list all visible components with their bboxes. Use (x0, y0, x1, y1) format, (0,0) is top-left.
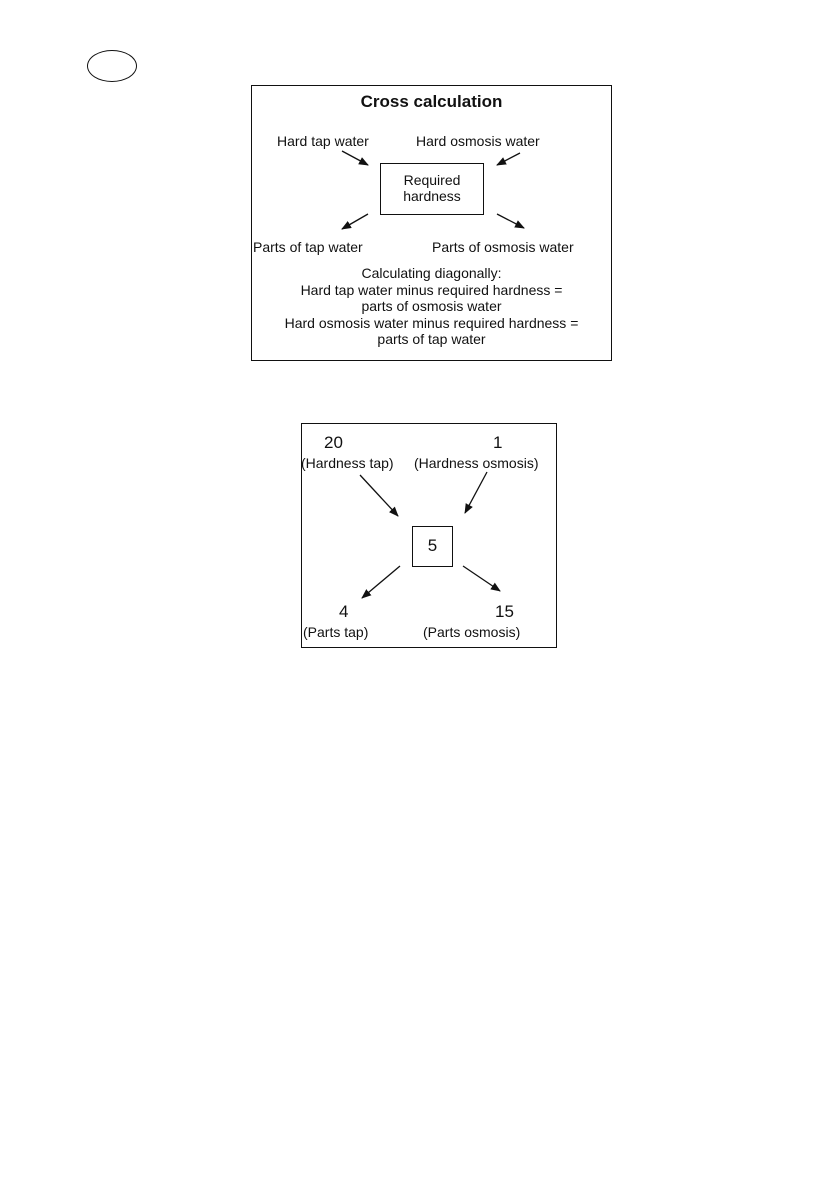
explanation-line-3: parts of osmosis water (361, 298, 502, 314)
explanation-line-4: Hard osmosis water minus required hardness = (284, 315, 579, 331)
parts-osmosis-label: (Parts osmosis) (423, 624, 521, 640)
required-hardness-box (380, 163, 484, 215)
label-parts-of-osmosis-water: Parts of osmosis water (432, 239, 574, 255)
label-hard-tap-water: Hard tap water (277, 133, 369, 149)
parts-tap-label: (Parts tap) (303, 624, 369, 640)
explanation-line-2: Hard tap water minus required hardness = (300, 282, 563, 298)
required-label: Required (403, 172, 461, 188)
panel-title: Cross calculation (360, 92, 503, 111)
hardness-tap-label: (Hardness tap) (301, 455, 394, 471)
page-marker-oval (87, 50, 137, 82)
hardness-osmosis-value: 1 (493, 433, 503, 452)
result-value: 5 (427, 536, 438, 555)
explanation-line-5: parts of tap water (377, 331, 486, 347)
parts-tap-value: 4 (339, 602, 349, 621)
explanation-line-1: Calculating diagonally: (361, 265, 502, 281)
label-parts-of-tap-water: Parts of tap water (253, 239, 363, 255)
hardness-osmosis-label: (Hardness osmosis) (414, 455, 539, 471)
hardness-label: hardness (403, 188, 461, 204)
parts-osmosis-value: 15 (495, 602, 514, 621)
hardness-tap-value: 20 (324, 433, 343, 452)
result-box (412, 526, 453, 567)
label-hard-osmosis-water: Hard osmosis water (416, 133, 540, 149)
